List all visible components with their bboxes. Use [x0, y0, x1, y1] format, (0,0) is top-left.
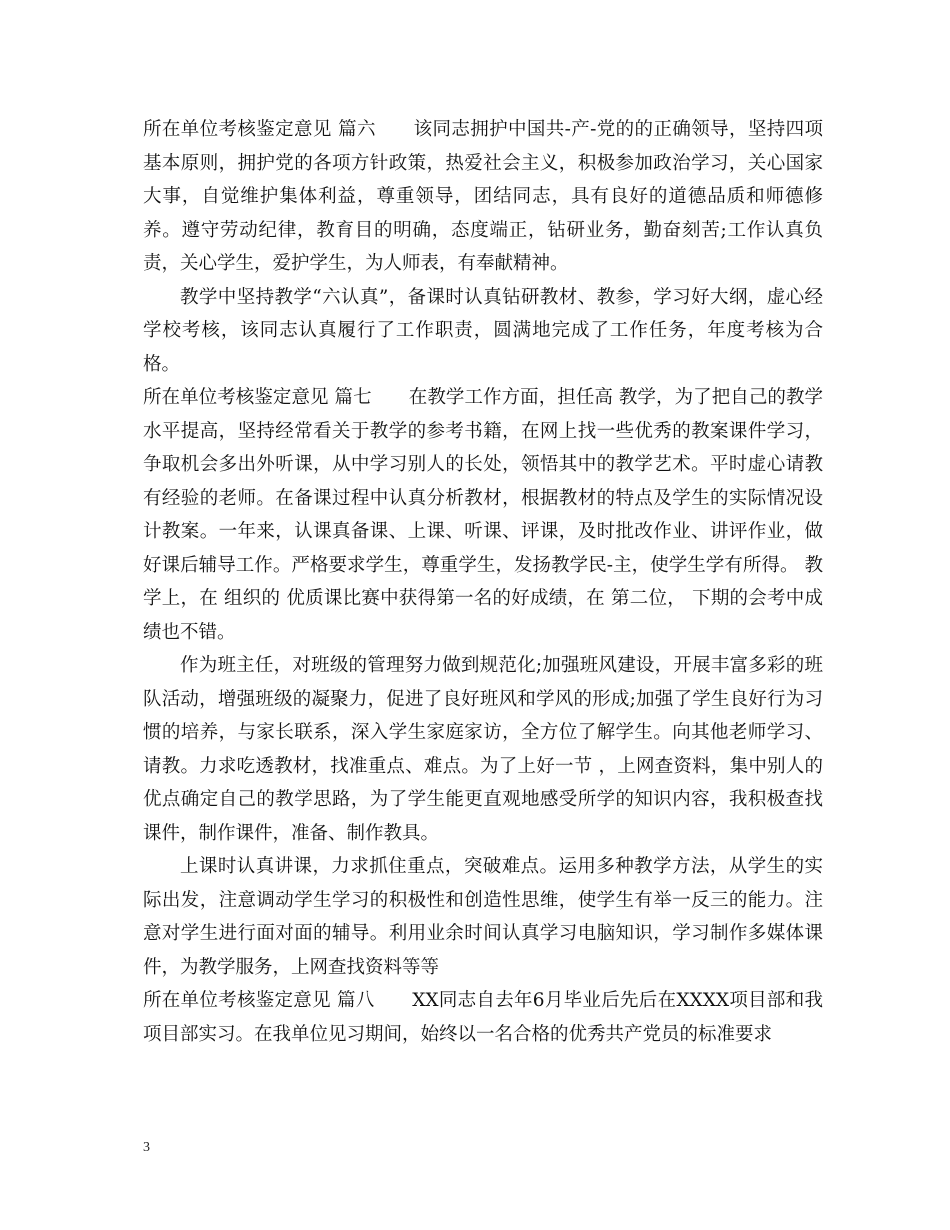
document-body: [143, 113, 823, 1051]
paragraph-section-six: 所在单位考核鉴定意见 篇六 该同志拥护中国共-产-党的的正确领导，坚持四项基本原则，拥护党的各项方针政策，热爱社会主义，积极参加政治学习，关心国家大事，自觉维护集体利益，尊重领导，团结同志，具有良好的道德品质和师德修养。遵守劳动纪律，教育目的明确，态度端正，钻研业务，勤奋刻苦;工作认真负责，关心学生，爱护学生，为人师表，有奉献精神。: [143, 119, 823, 274]
paragraph-section-seven: 所在单位考核鉴定意见 篇七 在教学工作方面，担任高 教学，为了把自己的教学水平提高，坚持经常看关于教学的参考书籍，在网上找一些优秀的教案课件学习，争取机会多出外听课，从中学习别人的长处，领悟其中的教学艺术。平时虚心请教有经验的老师。在备课过程中认真分析教材，根据教材的特点及学生的实际情况设计教案。一年来，认课真备课、上课、听课、评课，及时批改作业、讲评作业，做好课后辅导工作。严格要求学生，尊重学生，发扬教学民-主，使学生学有所得。 教学上，在 组织的 优质课比赛中获得第一名的好成绩，在 第二位， 下期的会考中成绩也不错。: [143, 387, 823, 643]
page-number: 3: [143, 1140, 150, 1155]
paragraph-section-eight: 所在单位考核鉴定意见 篇八 XX同志自去年6月毕业后先后在XXXX项目部和我项目部实习。在我单位见习期间，始终以一名合格的优秀共产党员的标准要求: [143, 990, 823, 1045]
paragraph-class-teacher: 作为班主任，对班级的管理努力做到规范化;加强班风建设，开展丰富多彩的班队活动，增强班级的凝聚力，促进了良好班风和学风的形成;加强了学生良好行为习惯的培养，与家长联系，深入学生家庭家访，全方位了解学生。向其他老师学习、请教。力求吃透教材，找准重点、难点。为了上好一节 ，上网查资料，集中别人的优点确定自己的教学思路，为了学生能更直观地感受所学的知识内容，我积极查找课件，制作课件，准备、制作教具。: [143, 655, 823, 844]
paragraph-teaching-six-earnest: 教学中坚持教学“六认真”，备课时认真钻研教材、教参，学习好大纲，虚心经学校考核，该同志认真履行了工作职责，圆满地完成了工作任务，年度考核为合格。: [143, 286, 823, 375]
paragraph-lecturing: 上课时认真讲课，力求抓住重点，突破难点。运用多种教学方法，从学生的实际出发，注意调动学生学习的积极性和创造性思维，使学生有举一反三的能力。注意对学生进行面对面的辅导。利用业余时间认真学习电脑知识，学习制作多媒体课件，为教学服务，上网查找资料等等: [143, 856, 823, 978]
